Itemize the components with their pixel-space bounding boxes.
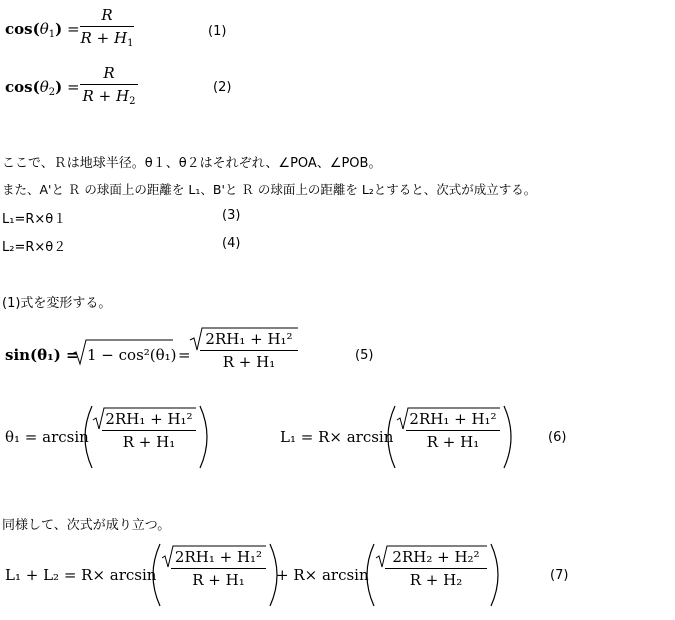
eq5-equals: =: [178, 346, 191, 364]
eq7-lhs: L₁ + L₂ = R× arcsin: [5, 566, 157, 584]
eq7-fraction-1: 2RH₁ + H₁² R + H₁: [171, 548, 266, 589]
eq2-label: (2): [213, 80, 232, 95]
eq6-fraction-left: 2RH₁ + H₁² R + H₁: [102, 410, 196, 451]
eq6-rhs-lhs: L₁ = R× arcsin: [280, 428, 394, 446]
text-line-1: ここで、Ｒは地球半径。θ１、θ２はそれぞれ、∠POA、∠POB。: [2, 156, 382, 171]
text-transform: (1)式を変形する。: [2, 296, 112, 311]
eq6-label: (6): [548, 430, 567, 445]
eq2-lhs: $\cos(\theta_2)$ =: [5, 78, 80, 98]
eq5-sqrt-content: 1 − cos²(θ₁): [87, 346, 177, 364]
eq1-label: (1): [208, 24, 227, 39]
eq1-lhs: $\cos(\theta_1)$ =: [5, 20, 80, 40]
eq6-fraction-right: 2RH₁ + H₁² R + H₁: [406, 410, 500, 451]
text-similarly: 同様して、次式が成り立つ。: [2, 518, 171, 533]
eq7-label: (7): [550, 568, 569, 583]
eq1-fraction: R $R + H_1$: [80, 6, 134, 49]
eq5-lhs: sin(θ₁) =: [5, 346, 79, 364]
eq7-fraction-2: 2RH₂ + H₂² R + H₂: [385, 548, 487, 589]
eq4-label: (4): [222, 236, 241, 251]
eq3-label: (3): [222, 208, 241, 223]
text-l2-eq: L₂=R×θ２: [2, 240, 67, 255]
eq2-fraction: R $R + H_2$: [80, 64, 138, 107]
eq5-fraction: 2RH₁ + H₁² R + H₁: [200, 330, 298, 371]
text-line-2: また、A'と Ｒ の球面上の距離を L₁、B'と Ｒ の球面上の距離を L₂とすると、次式が成立する。: [2, 182, 537, 197]
eq5-label: (5): [355, 348, 374, 363]
eq7-plus: + R× arcsin: [276, 566, 369, 584]
text-l1-eq: L₁=R×θ１: [2, 212, 67, 227]
eq6-lhs: θ₁ = arcsin: [5, 428, 89, 446]
